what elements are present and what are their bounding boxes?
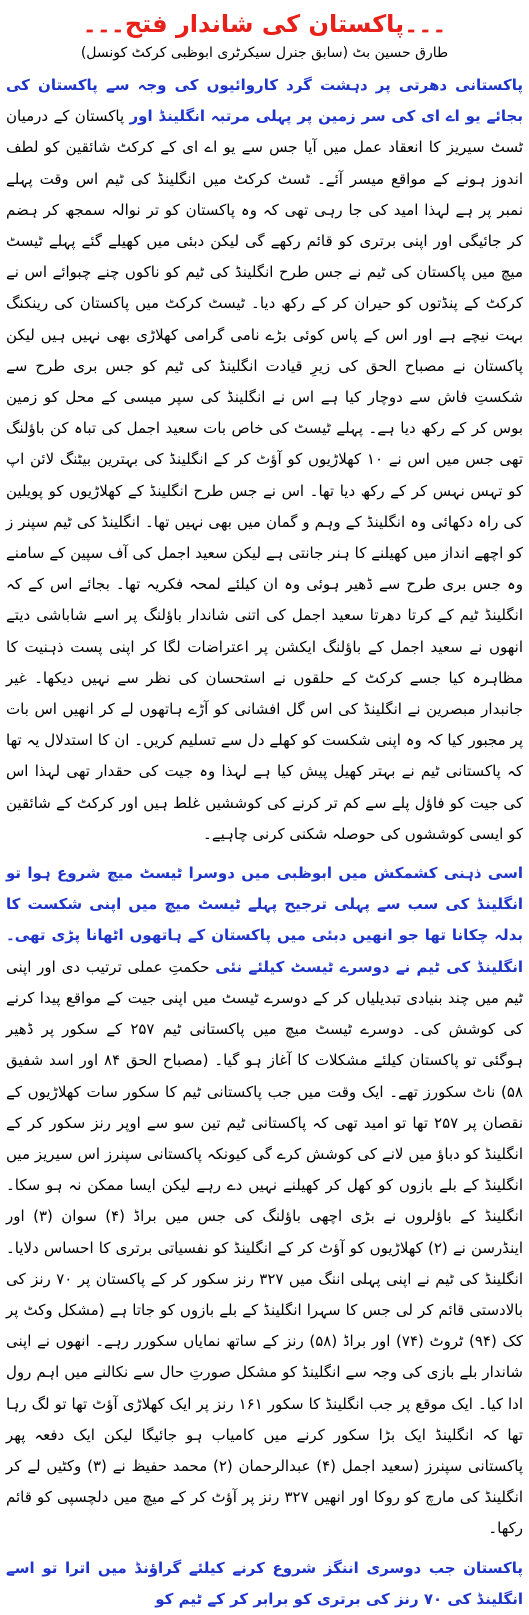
paragraph-1-highlight: پاکستانی دھرتی پر دہشت گرد کاروائیوں کی وجہ سے پاکستان کی بجائے یو اے ای کی سر زمین پر پہلی مرتبہ انگلینڈ اور — [6, 76, 523, 126]
article-byline: طارق حسین بٹ (سابق جنرل سیکرٹری ابوظبی کرکٹ کونسل) — [80, 45, 449, 61]
paragraph-2-body: حکمتِ عملی ترتیب دی اور اپنی ٹیم میں چند بنیادی تبدیلیاں کر کے دوسرے ٹیسٹ میں اپنی جیت کے مواقع پیدا کرنے کی کوشش کی۔ دوسرے ٹیسٹ میچ میں پاکستانی ٹیم ۲۵۷ کے سکور پر ڈھیر ہوگئی تو پاکستان کیلئے مشکلات کا آغاز ہو گیا۔ (مصباح الحق ۸۴ اور اسد شفیق ۵۸) ناٹ سکورز تھے۔ ایک وقت میں جب پاکستانی ٹیم کا سکور سات کھلاڑیوں کے نقصان پر ۲۵۷ تھا تو امید تھی کہ پاکستانی ٹیم تین سو سے اوپر رنز سکور کر کے انگلینڈ کو دباؤ میں لانے کی کوشش کرے گی کیونکہ پاکستانی سپنرز اس سیریز میں انگلینڈ کے بلے بازوں کو کھل کر کھیلنے نہیں دے رہے لیکن ایسا ممکن نہ ہو سکا۔ انگلینڈ کے باؤلروں نے بڑی اچھی باؤلنگ کی جس میں براڈ (۴) سوان (۳) اور اینڈرسن نے (۲) کھلاڑیوں کو آؤٹ کر کے انگلینڈ کو نفسیاتی برتری کا احساس دلایا۔ انگلینڈ کی ٹیم نے اپنی پہلی اننگ میں ۳۲۷ رنز سکور کر کے پاکستان پر ۷۰ رنز کی بالادستی قائم کر لی جس کا سہرا انگلینڈ کے بلے بازوں کو جاتا ہے (مشکل وکٹ پر کک (۹۴) ٹروٹ (۷۴) اور براڈ (۵۸) رنز کے ساتھ نمایاں سکورر رہے۔ انھوں نے اپنی شاندار بلے بازی کی وجہ سے انگلینڈ کو مشکل صورتِ حال سے نکالنے میں اہم رول ادا کیا۔ ایک موقع پر جب انگلینڈ کا سکور ۱۶۱ رنز پر ایک کھلاڑی آؤٹ تھا تو لگ رہا تھا کہ انگلینڈ ایک بڑا سکور کرنے میں کامیاب ہو جائیگا لیکن ایک دفعہ پھر پاکستانی سپنرز (سعید اجمل (۴) عبدالرحمان (۲) محمد حفیظ نے (۳) وکٹیں لے کر انگلینڈ کی مارچ کو روکا اور انھیں ۳۲۷ رنز پر آؤٹ کر کے میچ میں دلچسپی کو قائم رکھا۔ — [6, 957, 524, 1538]
article-paragraph-2 — [6, 858, 523, 1544]
paragraph-2-highlight: اسی ذہنی کشمکش میں ابوظبی میں دوسرا ٹیسٹ میچ شروع ہوا تو انگلینڈ کی سب سے پہلی ترجیح پہلے ٹیسٹ میچ میں اپنی شکست کا بدلہ چکانا تھا جو انھیں دبئی میں پاکستان کے ہاتھوں اٹھانا پڑی تھی۔ انگلینڈ کی ٹیم نے دوسرے ٹیسٹ کیلئے نئی — [6, 864, 523, 976]
article-paragraph-1 — [6, 70, 523, 850]
paragraph-3-highlight: پاکستان جب دوسری اننگز شروع کرنے کیلئے گراؤنڈ میں اترا تو اسے انگلینڈ کی ۷۰ رنز کی برتری کو برابر کر کے ٹیم کو — [6, 1558, 523, 1608]
article-title: ۔۔۔پاکستان کی شاندار فتح۔۔۔ — [82, 10, 447, 38]
paragraph-1-body: پاکستان کے درمیان ٹسٹ سیریز کا انعقاد عمل میں آیا جس سے یو اے ای کے کرکٹ شائقین کو لطف اندوز ہونے کے مواقع میسر آئے۔ ٹسٹ کرکٹ میں انگلینڈ کی ٹیم اس وقت پہلے نمبر پر ہے لہذا امید کی جا رہی تھی کہ وہ پاکستان کو تر نوالہ سمجھ کر ہضم کر جائیگی اور اپنی برتری کو قائم رکھے گی لیکن دبئی میں کھیلے گئے پہلے ٹیسٹ میچ میں پاکستان کی ٹیم نے جس طرح انگلینڈ کی ٹیم کو ناکوں چنے چبوائے اس نے کرکٹ کے پنڈتوں کو حیران کر کے رکھ دیا۔ ٹیسٹ کرکٹ میں پاکستان کی رینکنگ بہت نیچے ہے اور اس کے پاس کوئی بڑے نامی گرامی کھلاڑی بھی نہیں ہیں لیکن پاکستان نے مصباح الحق کی زیرِ قیادت انگلینڈ کی ٹیم کو جس بری طرح سے شکستِ فاش سے دوچار کیا ہے اس نے انگلینڈ کی سپر میسی کے محل کو زمین بوس کر کے رکھ دیا ہے۔ پہلے ٹیسٹ کی خاص بات سعید اجمل کی تباہ کن باؤلنگ تھی جس میں اس نے ۱۰ کھلاڑیوں کو آؤٹ کر کے انگلینڈ کی بہترین بیٹنگ لائن اپ کو تہس نہس کر کے رکھ دیا تھا۔ اس نے جس طرح انگلینڈ کے کھلاڑیوں کو پویلین کی راہ دکھائی وہ انگلینڈ کے وہم و گمان میں بھی نہیں تھا۔ انگلینڈ کی ٹیم سپنر ز کو اچھے انداز میں کھیلنے کا ہنر جانتی ہے لیکن سعید اجمل کی آف سپین کے سامنے وہ جس بری طرح سے ڈھیر ہوئی وہ ان کیلئے لمحہ فکریہ تھا۔ بجائے اس کے کہ انگلینڈ ٹیم کے کرتا دھرتا سعید اجمل کی اتنی شاندار باؤلنگ پر اسے شاباشی دیتے انھوں نے سعید اجمل کے باؤلنگ ایکشن پر اعتراضات لگا کر اپنی پست ذہنیت کا مظاہرہ کیا جسے کرکٹ کے حلقوں نے استحسان کی نظر سے نہیں دیکھا۔ غیر جانبدار مبصرین نے انگلینڈ کی اس گل افشانی کو آڑے ہاتھوں لے کر انھیں اس بات پر مجبور کیا کہ وہ اپنی شکست کو کھلے دل سے تسلیم کریں۔ ان کا استدلال یہ تھا کہ پاکستانی ٹیم نے بہتر کھیل پیش کیا ہے لہذا وہ جیت کی حقدار تھی لہذا اس کی جیت کو فاؤل پلے سے کم تر کرنے کی کوششیں غلط ہیں اور کرکٹ کے شائقین کو ایسی کوششوں کی حوصلہ شکنی کرنی چاہیے۔ — [6, 107, 524, 843]
article-paragraph-3 — [6, 1553, 523, 1615]
